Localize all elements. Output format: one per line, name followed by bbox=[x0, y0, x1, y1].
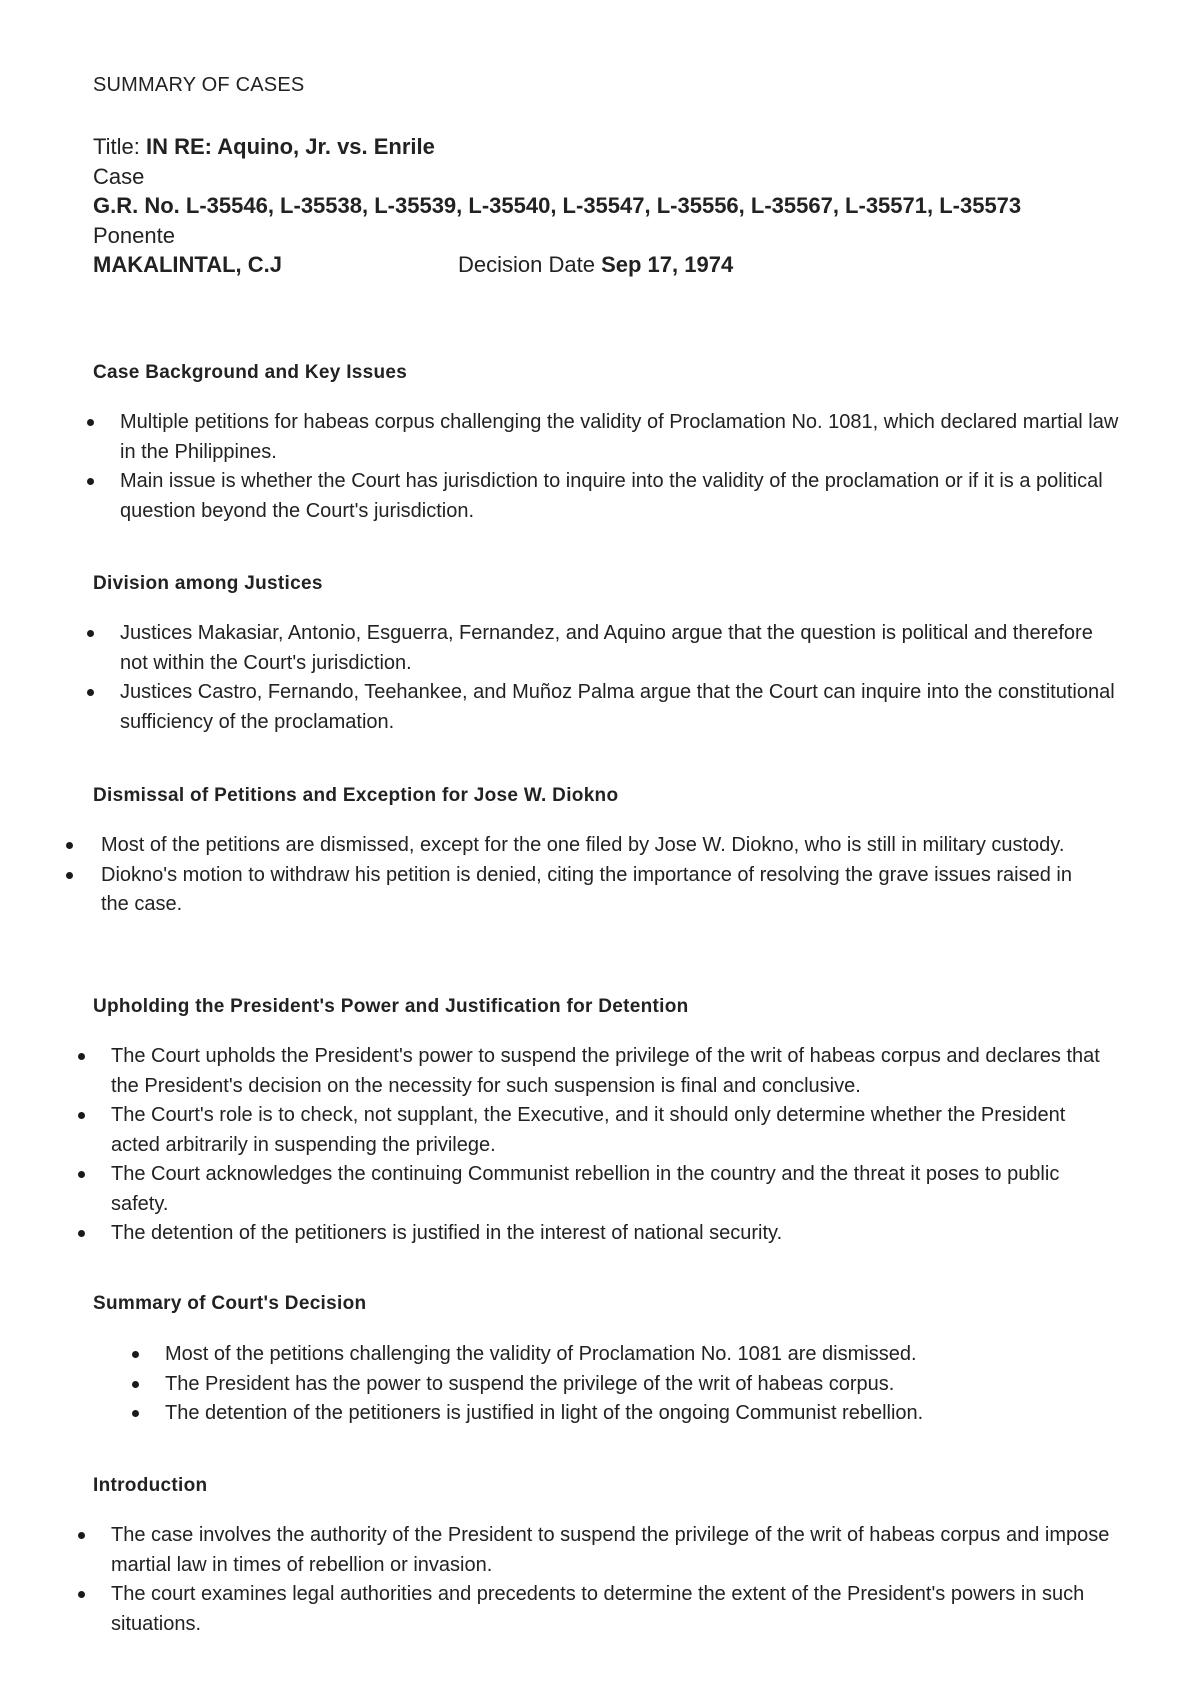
list-item-text: Most of the petitions are dismissed, except for the one filed by Jose W. Diokno, who is still in military custody. bbox=[101, 834, 1065, 856]
list-item bbox=[111, 1580, 1121, 1639]
bullet-icon bbox=[87, 478, 94, 485]
bullet-list bbox=[120, 408, 1125, 526]
list-item-text: The court examines legal authorities and precedents to determine the extent of the President's powers in such situations. bbox=[111, 1583, 1085, 1635]
bullet-icon bbox=[66, 842, 73, 849]
list-item-text: Diokno's motion to withdraw his petition is denied, citing the importance of resolving the grave issues raised in the case. bbox=[101, 863, 1072, 915]
list-item-text: Most of the petitions challenging the validity of Proclamation No. 1081 are dismissed. bbox=[165, 1343, 917, 1365]
case-label: Case bbox=[93, 164, 145, 189]
document-heading: SUMMARY OF CASES bbox=[93, 74, 305, 96]
bullet-icon bbox=[78, 1532, 85, 1539]
list-item bbox=[165, 1399, 1125, 1429]
section-heading: Dismissal of Petitions and Exception for Jose W. Diokno bbox=[93, 785, 619, 806]
bullet-icon bbox=[78, 1230, 85, 1237]
list-item-text: The detention of the petitioners is justified in light of the ongoing Communist rebellion. bbox=[165, 1402, 924, 1424]
bullet-icon bbox=[66, 872, 73, 879]
list-item-text: The case involves the authority of the President to suspend the privilege of the writ of habeas corpus and impose martial law in times of rebellion or invasion. bbox=[111, 1524, 1110, 1576]
list-item-text: Justices Castro, Fernando, Teehankee, and Muñoz Palma argue that the Court can inquire into the constitutional sufficiency of the proclamation. bbox=[120, 681, 1115, 733]
bullet-icon bbox=[78, 1171, 85, 1178]
list-item bbox=[120, 678, 1125, 737]
bullet-list bbox=[120, 619, 1125, 737]
decision-date-line bbox=[458, 252, 733, 278]
case-title: IN RE: Aquino, Jr. vs. Enrile bbox=[145, 134, 435, 159]
bullet-icon bbox=[78, 1591, 85, 1598]
bullet-list bbox=[101, 831, 1101, 920]
list-item bbox=[120, 408, 1125, 467]
list-item bbox=[101, 861, 1101, 920]
section-heading: Division among Justices bbox=[93, 573, 323, 594]
list-item-text: Justices Makasiar, Antonio, Esguerra, Fernandez, and Aquino argue that the question is political and therefore not within the Court's jurisdiction. bbox=[120, 622, 1093, 674]
list-item bbox=[120, 619, 1125, 678]
section-heading: Introduction bbox=[93, 1475, 208, 1496]
list-item-text: The Court acknowledges the continuing Communist rebellion in the country and the threat it poses to public safety. bbox=[111, 1163, 1060, 1215]
ponente-label: Ponente bbox=[93, 223, 175, 248]
list-item bbox=[111, 1042, 1111, 1101]
list-item-text: Main issue is whether the Court has jurisdiction to inquire into the validity of the proclamation or if it is a political question beyond the Court's jurisdiction. bbox=[120, 470, 1103, 522]
bullet-icon bbox=[78, 1112, 85, 1119]
decision-date: Sep 17, 1974 bbox=[601, 252, 734, 277]
title-label: Title: bbox=[93, 134, 146, 159]
list-item bbox=[165, 1340, 1125, 1370]
bullet-icon bbox=[87, 689, 94, 696]
bullet-icon bbox=[87, 630, 94, 637]
section-heading: Case Background and Key Issues bbox=[93, 362, 408, 383]
bullet-icon bbox=[132, 1381, 139, 1388]
bullet-list bbox=[111, 1521, 1121, 1639]
bullet-icon bbox=[132, 1410, 139, 1417]
list-item bbox=[165, 1370, 1125, 1400]
bullet-icon bbox=[87, 419, 94, 426]
bullet-icon bbox=[78, 1053, 85, 1060]
section-heading: Upholding the President's Power and Justification for Detention bbox=[93, 996, 689, 1017]
list-item-text: The Court upholds the President's power to suspend the privilege of the writ of habeas corpus and declares that the President's decision on the necessity for such suspension is final and conclusive. bbox=[111, 1045, 1100, 1097]
list-item-text: Multiple petitions for habeas corpus challenging the validity of Proclamation No. 1081, which declared martial law in the Philippines. bbox=[120, 411, 1119, 463]
list-item-text: The detention of the petitioners is justified in the interest of national security. bbox=[111, 1222, 783, 1244]
bullet-list bbox=[111, 1042, 1111, 1249]
section-heading: Summary of Court's Decision bbox=[93, 1293, 367, 1314]
case-numbers: G.R. No. L-35546, L-35538, L-35539, L-35540, L-35547, L-35556, L-35567, L-35571, L-35573 bbox=[93, 193, 1022, 218]
list-item bbox=[111, 1521, 1121, 1580]
title-line bbox=[93, 134, 435, 160]
list-item-text: The Court's role is to check, not supplant, the Executive, and it should only determine whether the President acted arbitrarily in suspending the privilege. bbox=[111, 1104, 1066, 1156]
list-item bbox=[120, 467, 1125, 526]
list-item-text: The President has the power to suspend the privilege of the writ of habeas corpus. bbox=[165, 1372, 895, 1395]
decision-date-label: Decision Date bbox=[458, 252, 602, 277]
list-item bbox=[111, 1160, 1111, 1219]
list-item bbox=[101, 831, 1101, 861]
list-item bbox=[111, 1219, 1111, 1249]
list-item bbox=[111, 1101, 1111, 1160]
ponente-name: MAKALINTAL, C.J bbox=[93, 252, 283, 277]
bullet-icon bbox=[132, 1351, 139, 1358]
bullet-list bbox=[165, 1340, 1125, 1429]
